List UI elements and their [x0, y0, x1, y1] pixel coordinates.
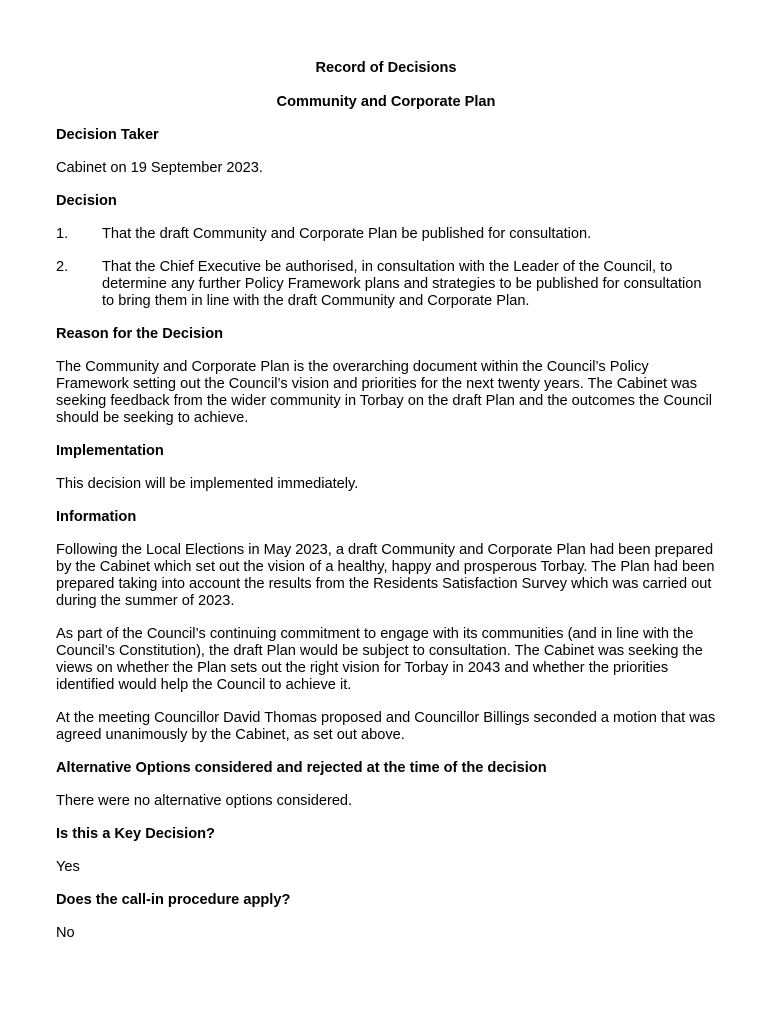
decision-taker-heading: Decision Taker [56, 127, 159, 143]
document-title: Record of Decisions [315, 60, 457, 76]
decision-heading: Decision [56, 193, 117, 209]
decision-item-text: That the draft Community and Corporate Plan be published for consultation. [102, 226, 592, 242]
reason-heading: Reason for the Decision [56, 326, 224, 342]
alternatives-text: There were no alternative options considered. [56, 793, 353, 809]
key-decision-text: Yes [56, 859, 80, 875]
decision-item-number: 1. [56, 226, 69, 242]
document-page [56, 60, 716, 958]
information-heading: Information [56, 509, 137, 525]
decision-taker-text: Cabinet on 19 September 2023. [56, 160, 263, 176]
call-in-heading: Does the call-in procedure apply? [56, 892, 291, 908]
reason-text: The Community and Corporate Plan is the overarching document within the Council’s Policy Framework setting out the Council’s vision and priorities for the next twenty years. The Cabinet was seeking feedback from the wider community in Torbay on the draft Plan and the outcomes the Council should be seeking to achieve. [56, 359, 712, 426]
decision-list [56, 226, 716, 310]
decision-item-text: That the Chief Executive be authorised, in consultation with the Leader of the Council, to determine any further Policy Framework plans and strategies to be published for consultation to bring them in line with the draft Community and Corporate Plan. [102, 259, 702, 309]
key-decision-heading: Is this a Key Decision? [56, 826, 215, 842]
decision-item [56, 259, 716, 310]
implementation-text: This decision will be implemented immediately. [56, 476, 359, 492]
document-subtitle: Community and Corporate Plan [276, 94, 496, 110]
decision-item-number: 2. [56, 259, 69, 275]
information-paragraph: At the meeting Councillor David Thomas proposed and Councillor Billings seconded a motion that was agreed unanimously by the Cabinet, as set out above. [56, 710, 716, 743]
alternatives-heading: Alternative Options considered and rejected at the time of the decision [56, 760, 547, 776]
implementation-heading: Implementation [56, 443, 164, 459]
decision-item [56, 226, 716, 243]
information-paragraph: As part of the Council’s continuing commitment to engage with its communities (and in line with the Council’s Constitution), the draft Plan would be subject to consultation. The Cabinet was seeking the views on whether the Plan sets out the right vision for Torbay in 2043 and whether the priorities identified would help the Council to achieve it. [56, 626, 703, 693]
call-in-text: No [56, 925, 75, 941]
information-paragraph: Following the Local Elections in May 2023, a draft Community and Corporate Plan had been prepared by the Cabinet which set out the vision of a healthy, happy and prosperous Torbay. The Plan had been prepared taking into account the results from the Residents Satisfaction Survey which was carried out during the summer of 2023. [56, 542, 715, 609]
